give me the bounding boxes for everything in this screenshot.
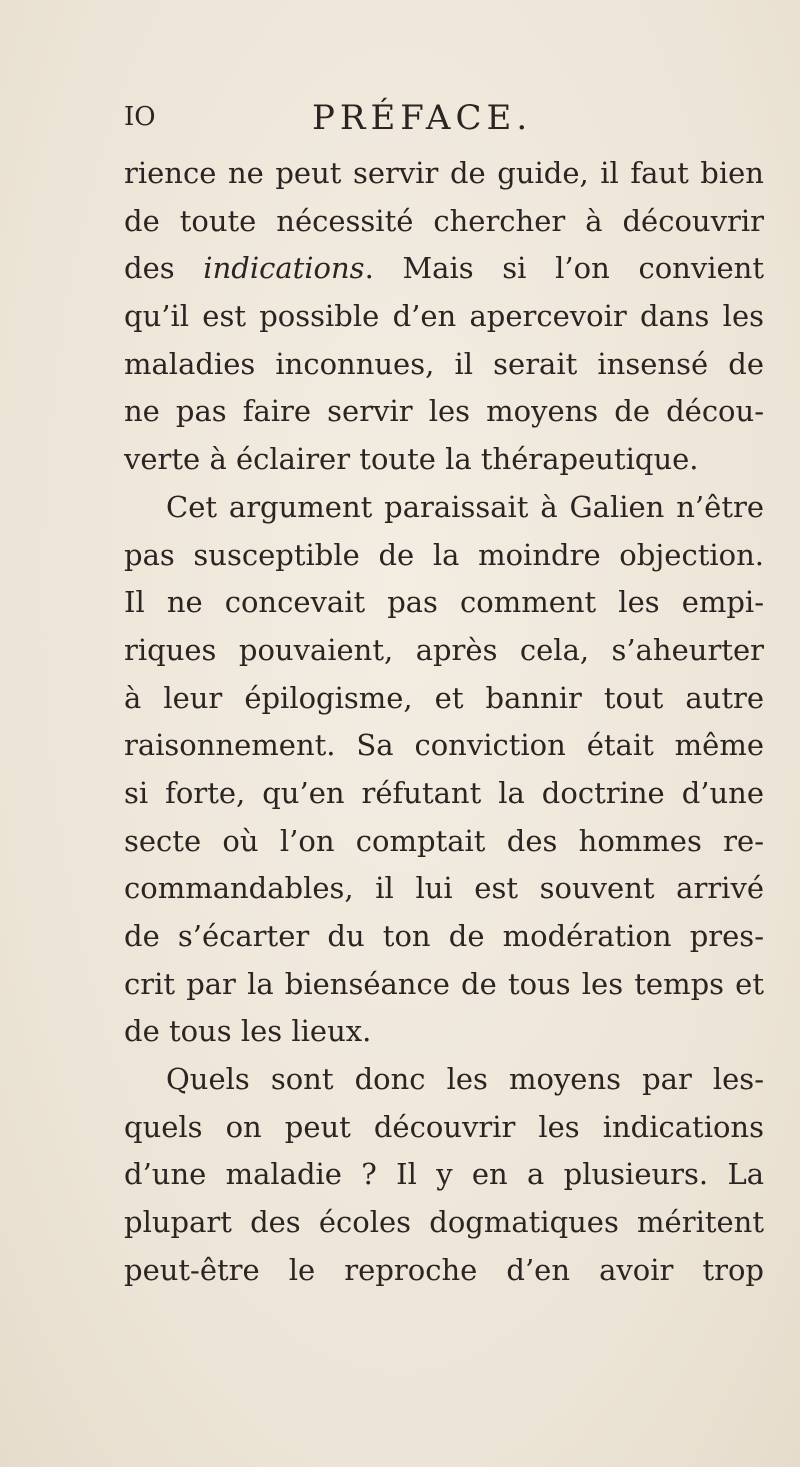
text-line: d’une maladie ? Il y en a plusieurs. La — [124, 1157, 764, 1192]
text-segment: des — [124, 251, 204, 286]
text-line: Quels sont donc les moyens par les- — [166, 1062, 764, 1097]
text-line: raisonnement. Sa conviction était même — [124, 728, 764, 763]
text-line: de s’écarter du ton de modération pres- — [124, 919, 764, 953]
text-line: plupart des écoles dogmatiques méritent — [124, 1205, 764, 1240]
text-line: qu’il est possible d’en apercevoir dans les — [124, 299, 764, 334]
page-number: IO — [124, 102, 156, 132]
italic-term: indications — [203, 251, 365, 286]
text-line: de tous les lieux. — [124, 1014, 372, 1049]
text-line: riques pouvaient, après cela, s’aheurter — [124, 632, 764, 667]
text-line: crit par la bienséance de tous les temps et — [124, 966, 764, 1001]
text-line: quels on peut découvrir les indications — [124, 1109, 764, 1144]
text-line: si forte, qu’en réfutant la doctrine d’une — [124, 775, 764, 810]
text-line: à leur épilogisme, et bannir tout autre — [124, 680, 764, 715]
text-line: verte à éclairer toute la thérapeutique. — [124, 442, 699, 477]
text-segment: . Mais si l’on convient — [364, 251, 764, 286]
text-line: commandables, il lui est souvent arrivé — [124, 871, 764, 906]
page-header — [0, 96, 800, 146]
text-line: de toute nécessité chercher à découvrir — [124, 203, 764, 238]
text-line: Il ne concevait pas comment les empi- — [124, 585, 764, 620]
text-line — [124, 245, 764, 293]
text-line: Cet argument paraissait à Galien n’être — [166, 489, 764, 524]
text-line: maladies inconnues, il serait insensé de — [124, 346, 764, 381]
running-title: PRÉFACE. — [312, 98, 533, 138]
body-text — [124, 150, 764, 1295]
text-line: rience ne peut servir de guide, il faut bien — [124, 156, 764, 190]
text-line: peut-être le reproche d’en avoir trop — [124, 1252, 764, 1287]
text-line: secte où l’on comptait des hommes re- — [124, 823, 764, 858]
text-line: ne pas faire servir les moyens de décou- — [124, 394, 764, 429]
text-line: pas susceptible de la moindre objection. — [124, 537, 764, 572]
